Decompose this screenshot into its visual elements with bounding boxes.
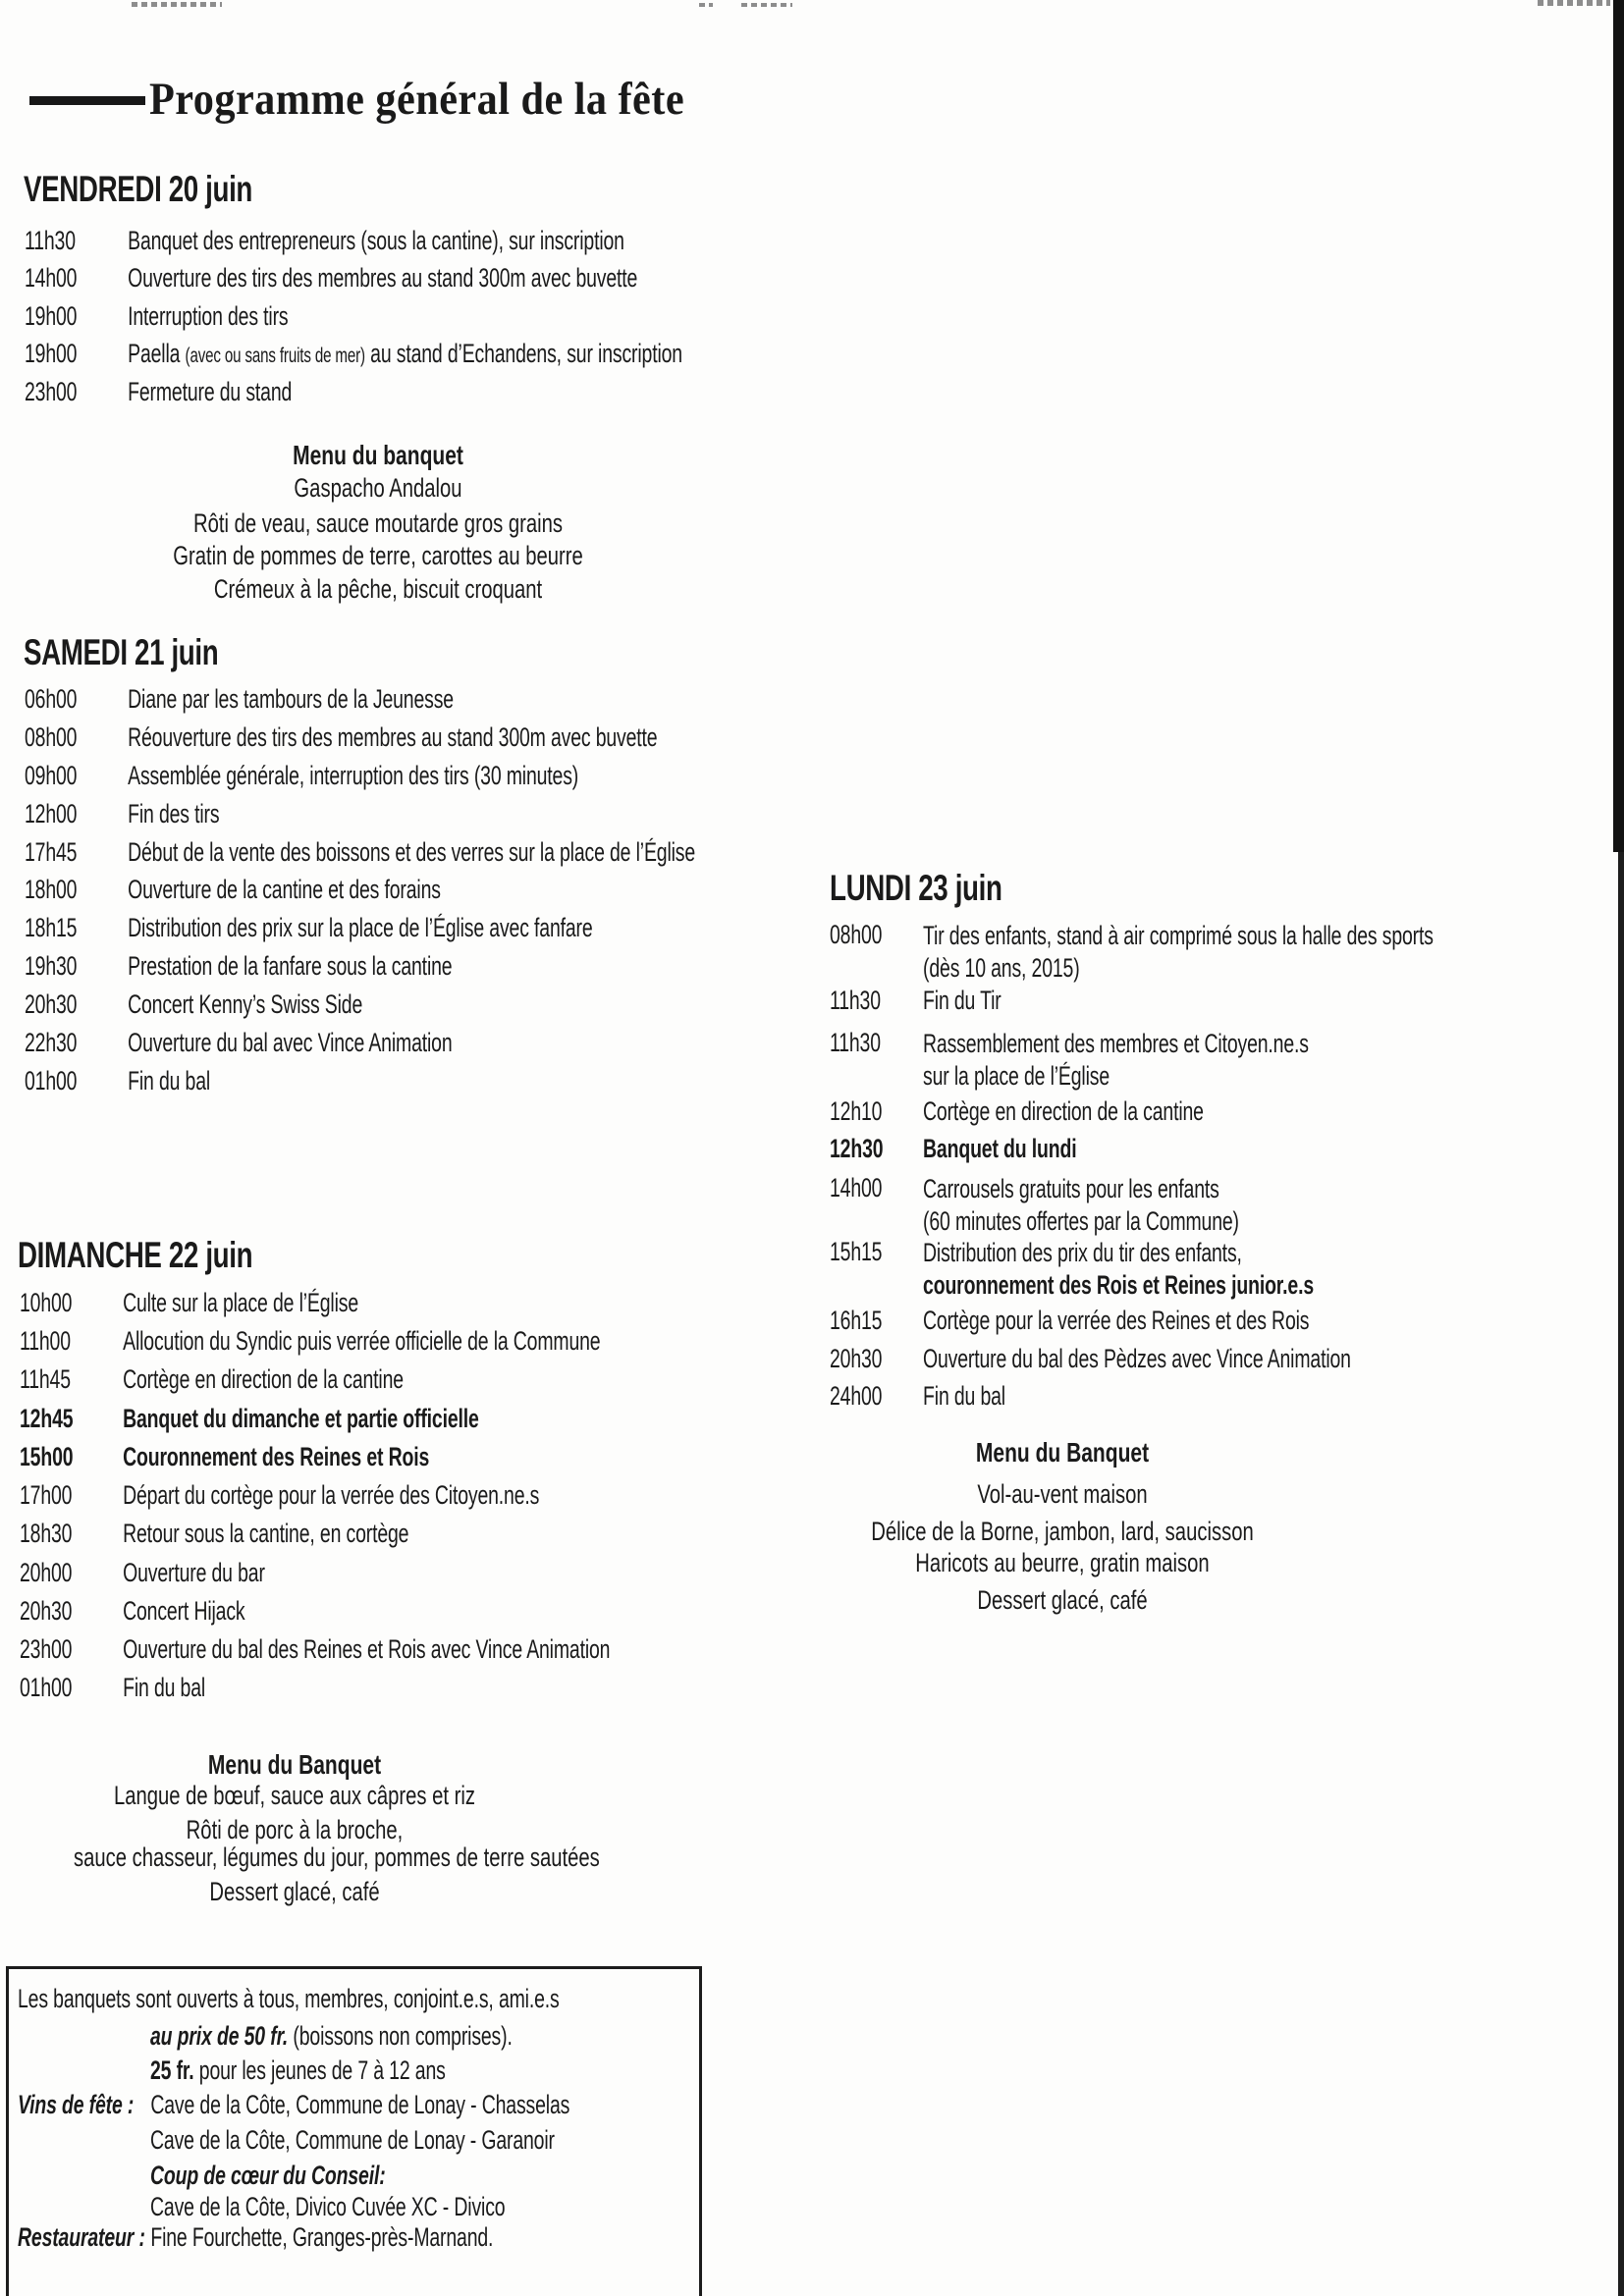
event-text: Distribution des prix du tir des enfants, couronnement des Rois et Reines junior.e.s — [923, 1238, 1315, 1300]
event-time: 17h45 — [25, 837, 78, 867]
event-time: 22h30 — [25, 1028, 78, 1057]
event-text: Ouverture du bal des Reines et Rois avec Vince Animation — [123, 1634, 611, 1664]
event-text: Interruption des tirs — [128, 301, 289, 331]
info-line: Les banquets sont ouverts à tous, membres, conjoint.e.s, ami.e.s — [18, 1984, 560, 2013]
section-heading-sunday: DIMANCHE 22 juin — [18, 1235, 253, 1275]
menu-line: Gratin de pommes de terre, carottes au beurre — [173, 541, 583, 570]
event-text: Couronnement des Reines et Rois — [123, 1442, 430, 1471]
wine-entry: Cave de la Côte, Divico Cuvée XC - Divico — [150, 2192, 506, 2221]
scan-artifact-dash — [132, 2, 222, 7]
menu-heading: Menu du banquet — [293, 440, 463, 470]
event-time: 12h10 — [830, 1096, 883, 1126]
event-text: Fin du Tir — [923, 986, 1001, 1015]
event-time: 15h15 — [830, 1237, 883, 1266]
event-text: Paella (avec ou sans fruits de mer) au stand d’Echandens, sur inscription — [128, 339, 682, 368]
info-line-price: au prix de 50 fr. (boissons non comprises). — [150, 2021, 513, 2051]
event-time: 20h30 — [20, 1596, 73, 1626]
scan-artifact-dash — [699, 3, 713, 7]
event-time: 11h30 — [25, 226, 76, 255]
event-text: Retour sous la cantine, en cortège — [123, 1519, 409, 1548]
event-text: Prestation de la fanfare sous la cantine — [128, 951, 453, 981]
menu-line: Dessert glacé, café — [977, 1585, 1148, 1615]
event-time: 20h30 — [25, 989, 78, 1019]
info-line-council-pick — [150, 2161, 386, 2191]
event-text: Ouverture du bar — [123, 1558, 265, 1587]
section-heading-monday: LUNDI 23 juin — [830, 868, 1002, 908]
event-text: Ouverture du bal avec Vince Animation — [128, 1028, 453, 1057]
menu-line: Rôti de veau, sauce moutarde gros grains — [193, 508, 563, 538]
event-time: 23h00 — [25, 377, 78, 406]
event-time: 18h30 — [20, 1519, 73, 1548]
event-text: Ouverture du bal des Pèdzes avec Vince Animation — [923, 1344, 1351, 1373]
event-time: 08h00 — [830, 920, 883, 949]
menu-line: Vol-au-vent maison — [977, 1479, 1148, 1509]
event-text: Tir des enfants, stand à air comprimé sous la halle des sports (dès 10 ans, 2015) — [923, 921, 1434, 983]
event-time: 20h00 — [20, 1558, 73, 1587]
wine-entry: Cave de la Côte, Commune de Lonay - Chasselas — [150, 2090, 570, 2119]
event-text: Concert Kenny’s Swiss Side — [128, 989, 363, 1019]
menu-line: sauce chasseur, légumes du jour, pommes de terre sautées — [74, 1842, 600, 1872]
event-text: Concert Hijack — [123, 1596, 245, 1626]
event-time: 11h00 — [20, 1326, 71, 1356]
menu-line: Haricots au beurre, gratin maison — [915, 1548, 1210, 1577]
info-line-price-youth: 25 fr. pour les jeunes de 7 à 12 ans — [150, 2056, 446, 2085]
event-text: Fin du bal — [923, 1381, 1005, 1411]
event-text: Ouverture de la cantine et des forains — [128, 875, 441, 904]
event-text: Réouverture des tirs des membres au stand 300m avec buvette — [128, 722, 658, 752]
title-rule — [29, 96, 145, 105]
wines-label: Vins de fête : — [18, 2090, 135, 2119]
menu-heading: Menu du Banquet — [207, 1749, 382, 1780]
wine-entry: Cave de la Côte, Commune de Lonay - Garanoir — [150, 2125, 555, 2155]
event-time: 01h00 — [20, 1673, 73, 1702]
event-time: 14h00 — [830, 1173, 883, 1202]
event-time: 24h00 — [830, 1381, 883, 1411]
event-time: 18h15 — [25, 913, 78, 942]
menu-line: Gaspacho Andalou — [294, 473, 462, 503]
event-time: 14h00 — [25, 263, 78, 293]
event-time: 19h00 — [25, 301, 78, 331]
event-time: 20h30 — [830, 1344, 883, 1373]
info-line-wine2 — [150, 2125, 555, 2156]
event-time: 15h00 — [20, 1442, 74, 1471]
event-time: 06h00 — [25, 684, 78, 714]
event-text: Banquet du dimanche et partie officielle — [123, 1404, 479, 1433]
event-text: Ouverture des tirs des membres au stand 300m avec buvette — [128, 263, 638, 293]
event-text: Cortège en direction de la cantine — [123, 1364, 404, 1394]
event-text: Allocution du Syndic puis verrée officielle de la Commune — [123, 1326, 601, 1356]
menu-line: Rôti de porc à la broche, — [186, 1815, 404, 1844]
event-time: 11h30 — [830, 986, 881, 1015]
event-time: 19h00 — [25, 339, 78, 368]
event-text: Carrousels gratuits pour les enfants (60 minutes offertes par la Commune) — [923, 1174, 1239, 1236]
event-time: 12h30 — [830, 1134, 884, 1163]
event-text: Fin du bal — [128, 1066, 211, 1095]
event-text: Culte sur la place de l’Église — [123, 1288, 359, 1317]
event-text: Cortège en direction de la cantine — [923, 1096, 1204, 1126]
event-time: 19h30 — [25, 951, 78, 981]
event-time: 23h00 — [20, 1634, 73, 1664]
event-text: Fermeture du stand — [128, 377, 293, 406]
event-text: Banquet du lundi — [923, 1134, 1077, 1163]
scan-artifact-dash — [741, 3, 792, 7]
event-time: 16h15 — [830, 1306, 883, 1335]
scan-edge-bar — [1618, 852, 1624, 2296]
event-text: Distribution des prix sur la place de l’Église avec fanfare — [128, 913, 593, 942]
event-text: Fin du bal — [123, 1673, 206, 1702]
price-youth: 25 fr. — [150, 2056, 194, 2085]
menu-line: Crémeux à la pêche, biscuit croquant — [213, 574, 543, 604]
event-time: 09h00 — [25, 761, 78, 790]
event-time: 10h00 — [20, 1288, 73, 1317]
event-time: 01h00 — [25, 1066, 78, 1095]
event-text: Rassemblement des membres et Citoyen.ne.s sur la place de l’Église — [923, 1029, 1309, 1091]
event-time: 17h00 — [20, 1480, 73, 1510]
scan-artifact-dash — [1538, 0, 1610, 6]
price-main: au prix de 50 fr. — [150, 2021, 289, 2051]
event-text: Diane par les tambours de la Jeunesse — [128, 684, 454, 714]
info-line-council-wine — [150, 2192, 505, 2222]
section-heading-saturday: SAMEDI 21 juin — [24, 632, 219, 672]
menu-line: Langue de bœuf, sauce aux câpres et riz — [113, 1781, 476, 1810]
scan-edge-bar — [1613, 0, 1624, 852]
event-time: 12h00 — [25, 799, 78, 828]
event-time: 08h00 — [25, 722, 78, 752]
event-text: Début de la vente des boissons et des verres sur la place de l’Église — [128, 837, 696, 867]
event-text: Cortège pour la verrée des Reines et des Rois — [923, 1306, 1310, 1335]
event-time: 18h00 — [25, 875, 78, 904]
section-heading-friday: VENDREDI 20 juin — [24, 169, 253, 209]
event-time: 11h30 — [830, 1028, 881, 1057]
event-text: Départ du cortège pour la verrée des Citoyen.ne.s — [123, 1480, 540, 1510]
page-title: Programme général de la fête — [149, 74, 685, 125]
event-text: Banquet des entrepreneurs (sous la cantine), sur inscription — [128, 226, 624, 255]
restaurateur-value: Fine Fourchette, Granges-près-Marnand. — [150, 2222, 494, 2252]
event-text: Assemblée générale, interruption des tirs (30 minutes) — [128, 761, 579, 790]
council-pick-label: Coup de cœur du Conseil: — [150, 2161, 386, 2190]
event-time: 11h45 — [20, 1364, 71, 1394]
menu-line: Délice de la Borne, jambon, lard, saucisson — [871, 1517, 1254, 1546]
event-time: 12h45 — [20, 1404, 74, 1433]
restaurateur-label: Restaurateur : — [18, 2222, 145, 2252]
menu-heading: Menu du Banquet — [975, 1437, 1150, 1468]
event-text-small: (avec ou sans fruits de mer) — [185, 345, 365, 367]
event-text: Fin des tirs — [128, 799, 220, 828]
menu-line: Dessert glacé, café — [209, 1877, 380, 1906]
